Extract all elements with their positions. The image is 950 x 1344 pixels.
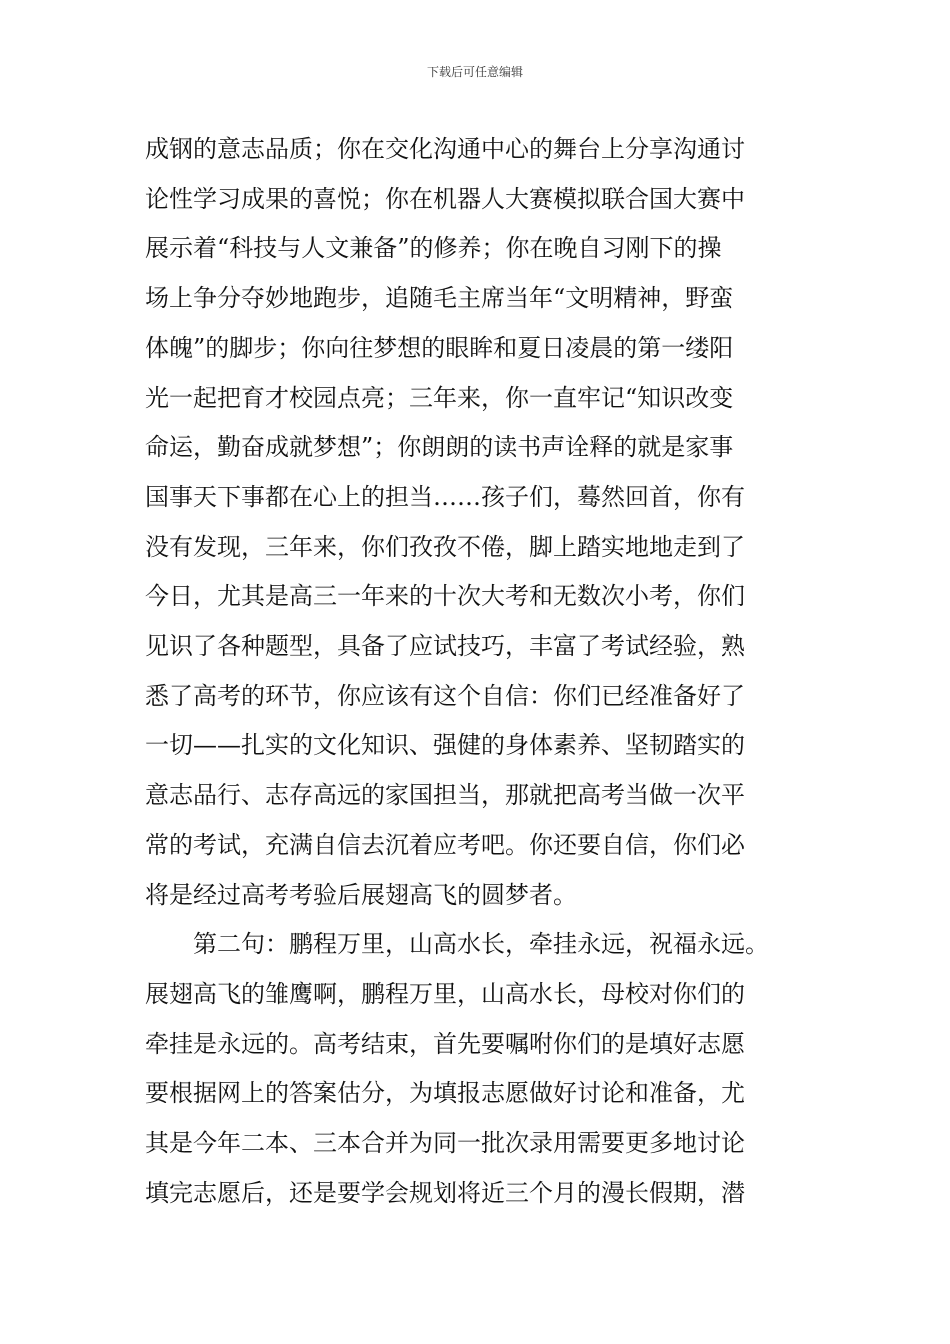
- text-line: 见识了各种题型，具备了应试技巧，丰富了考试经验，熟: [145, 632, 745, 660]
- text-line: 填完志愿后，还是要学会规划将近三个月的漫长假期，潜: [145, 1178, 745, 1207]
- text-line: 论性学习成果的喜悦；你在机器人大赛模拟联合国大赛中: [145, 184, 745, 213]
- text-line: 牵挂是永远的。高考结束，首先要嘱咐你们的是填好志愿: [145, 1029, 745, 1058]
- text-line: 悉了高考的环节，你应该有这个自信：你们已经准备好了: [145, 681, 745, 710]
- text-line: 展示着“科技与人文兼备”的修养；你在晚自习刚下的操: [145, 234, 722, 263]
- text-line: 光一起把育才校园点亮；三年来，你一直牢记“知识改变: [145, 383, 734, 412]
- text-line: 意志品行、志存高远的家国担当，那就把高考当做一次平: [145, 781, 745, 810]
- header-note: 下载后可任意编辑: [426, 65, 523, 79]
- text-line: 将是经过高考考验后展翅高飞的圆梦者。: [145, 880, 577, 909]
- text-line: 展翅高飞的雏鹰啊，鹏程万里，山高水长，母校对你们的: [145, 979, 745, 1008]
- text-line: 没有发现，三年来，你们孜孜不倦，脚上踏实地地走到了: [145, 532, 745, 561]
- text-line: 要根据网上的答案估分，为填报志愿做好讨论和准备，尤: [145, 1079, 745, 1108]
- text-line: 今日，尤其是高三一年来的十次大考和无数次小考，你们: [145, 582, 745, 611]
- text-line: 其是今年二本、三本合并为同一批次录用需要更多地讨论: [145, 1129, 745, 1157]
- text-line: 一切——扎实的文化知识、强健的身体素养、坚韧踏实的: [145, 731, 745, 760]
- text-line: 常的考试，充满自信去沉着应考吧。你还要自信，你们必: [145, 830, 745, 859]
- paragraph-heading: 第二句：鹏程万里，山高水长，牵挂永远，祝福永远。: [145, 930, 769, 959]
- text-line: 成钢的意志品质；你在交化沟通中心的舞台上分享沟通讨: [145, 135, 745, 163]
- text-line: 场上争分夺妙地跑步，追随毛主席当年“文明精神，野蛮: [145, 284, 734, 313]
- text-line: 国事天下事都在心上的担当……孩子们，蓦然回首，你有: [145, 482, 745, 511]
- text-line: 体魄”的脚步；你向往梦想的眼眸和夏日凌晨的第一缕阳: [145, 333, 734, 362]
- text-line: 命运，勤奋成就梦想”；你朗朗的读书声诠释的就是家事: [145, 433, 734, 462]
